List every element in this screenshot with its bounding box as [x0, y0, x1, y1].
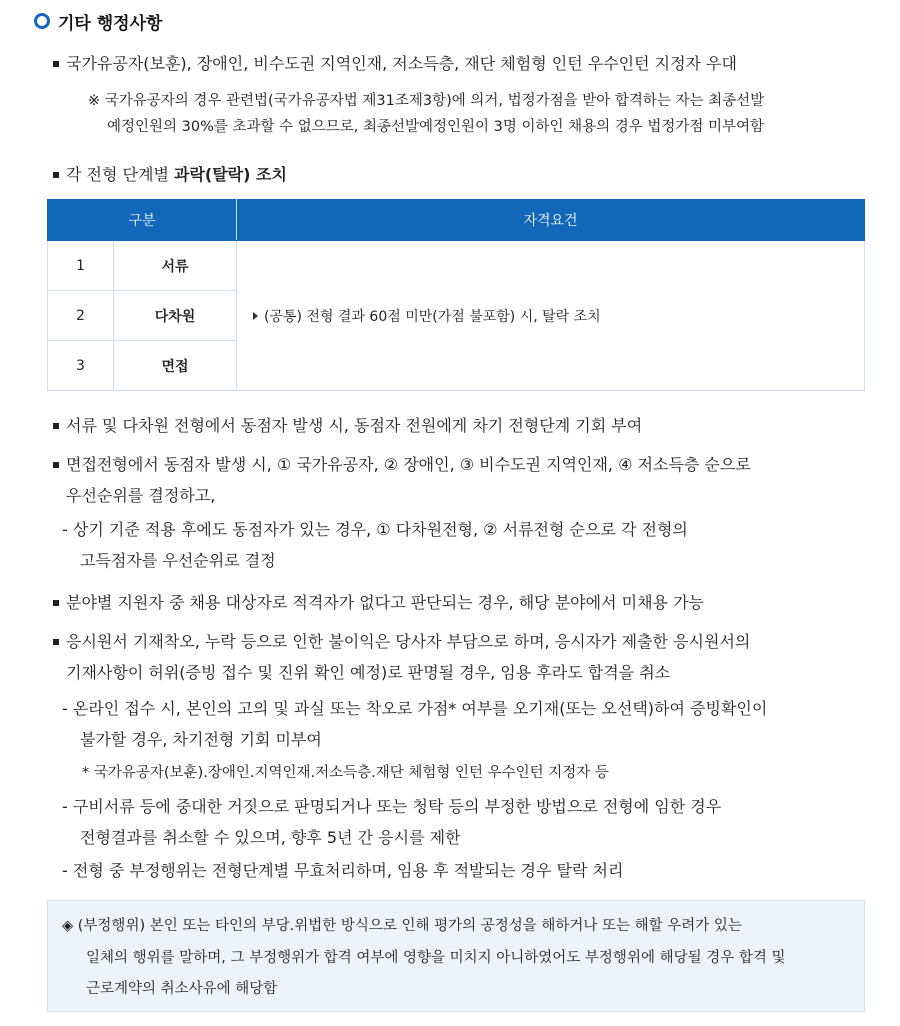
col-header-requirement: 자격요건 [237, 200, 865, 241]
cutoff-bold-text: 과락(탈락) 조치 [174, 165, 287, 184]
preference-note-line2: 예정인원의 30%를 초과할 수 없으므로, 최종선발예정인원이 3명 이하인 채용의 경우 법정가점 미부여함 [107, 119, 765, 135]
false-info-sub1-note: * 국가유공자(보훈).장애인.지역인재.저소득층.재단 체험형 인턴 우수인턴 지정자 등 [82, 765, 609, 781]
section-title [34, 8, 162, 34]
false-info-sub2-line1: - 구비서류 등에 중대한 거짓으로 판명되거나 또는 청탁 등의 부정한 방법으로 전형에 임한 경우 [62, 797, 722, 816]
stage-name: 서류 [114, 241, 237, 291]
preference-note-line1: ※ 국가유공자의 경우 관련법(국가유공자법 제31조제3항)에 의거, 법정가점을 받아 합격하는 자는 최종선발 [88, 93, 765, 109]
row-number: 2 [48, 291, 114, 341]
bullet-cutoff [66, 163, 287, 187]
false-info-sub1-line2: 불가할 경우, 차기전형 기회 미부여 [80, 730, 322, 749]
col-header-group: 구분 [48, 200, 237, 241]
false-info-line2: 기재사항이 허위(증빙 접수 및 진위 확인 예정)로 판명될 경우, 임용 후라도 합격을 취소 [66, 663, 671, 682]
stage-name: 다차원 [114, 291, 237, 341]
row-number: 3 [48, 341, 114, 391]
stage-name: 면접 [114, 341, 237, 391]
misconduct-note-line3: 근로계약의 취소사유에 해당함 [86, 981, 278, 997]
bullet-false-info-line1: 응시원서 기재착오, 누락 등으로 인한 불이익은 당사자 부담으로 하며, 응시자가 제출한 응시원서의 [66, 630, 750, 654]
bullet-no-hire: 분야별 지원자 중 채용 대상자로 적격자가 없다고 판단되는 경우, 해당 분야에서 미채용 가능 [66, 591, 704, 615]
cutoff-table [47, 199, 865, 391]
misconduct-note-line2: 일체의 행위를 말하며, 그 부정행위가 합격 여부에 영향을 미치지 아니하였어도 부정행위에 해당될 경우 합격 및 [86, 950, 786, 966]
bullet-tie-interview-line1: 면접전형에서 동점자 발생 시, ① 국가유공자, ② 장애인, ③ 비수도권 지역인재, ④ 저소득층 순으로 [66, 453, 751, 477]
false-info-sub2-line2: 전형결과를 취소할 수 있으며, 향후 5년 간 응시를 제한 [80, 828, 461, 847]
section-title-text: 기타 행정사항 [58, 13, 163, 34]
false-info-sub3-line1: - 전형 중 부정행위는 전형단계별 무효처리하며, 임용 후 적발되는 경우 탈락 처리 [62, 861, 624, 880]
tie-interview-line2: 우선순위를 결정하고, [66, 486, 216, 505]
misconduct-note-line1: ◈ (부정행위) 본인 또는 타인의 부당.위법한 방식으로 인해 평가의 공정성을 해하거나 또는 해할 우려가 있는 [62, 918, 742, 934]
triangle-bullet-icon [253, 312, 258, 320]
tie-sub-line1: - 상기 기준 적용 후에도 동점자가 있는 경우, ① 다차원전형, ② 서류전형 순으로 각 전형의 [62, 520, 688, 539]
cutoff-text: 각 전형 단계별 [66, 165, 174, 184]
bullet-tie-docs: 서류 및 다차원 전형에서 동점자 발생 시, 동점자 전원에게 차기 전형단계 기회 부여 [66, 414, 642, 438]
table-row [48, 241, 865, 291]
bullet-preference: 국가유공자(보훈), 장애인, 비수도권 지역인재, 저소득층, 재단 체험형 인턴 우수인턴 지정자 우대 [66, 52, 737, 76]
false-info-sub1-line1: - 온라인 접수 시, 본인의 고의 및 과실 또는 착오로 가점* 여부를 오기재(또는 오선택)하여 증빙확인이 [62, 699, 768, 718]
row-number: 1 [48, 241, 114, 291]
requirement-cell [237, 241, 865, 391]
requirement-text: (공통) 전형 결과 60점 미만(가점 불포함) 시, 탈락 조치 [264, 308, 601, 325]
circle-bullet-icon [34, 13, 50, 29]
tie-sub-line2: 고득점자를 우선순위로 결정 [80, 551, 276, 570]
